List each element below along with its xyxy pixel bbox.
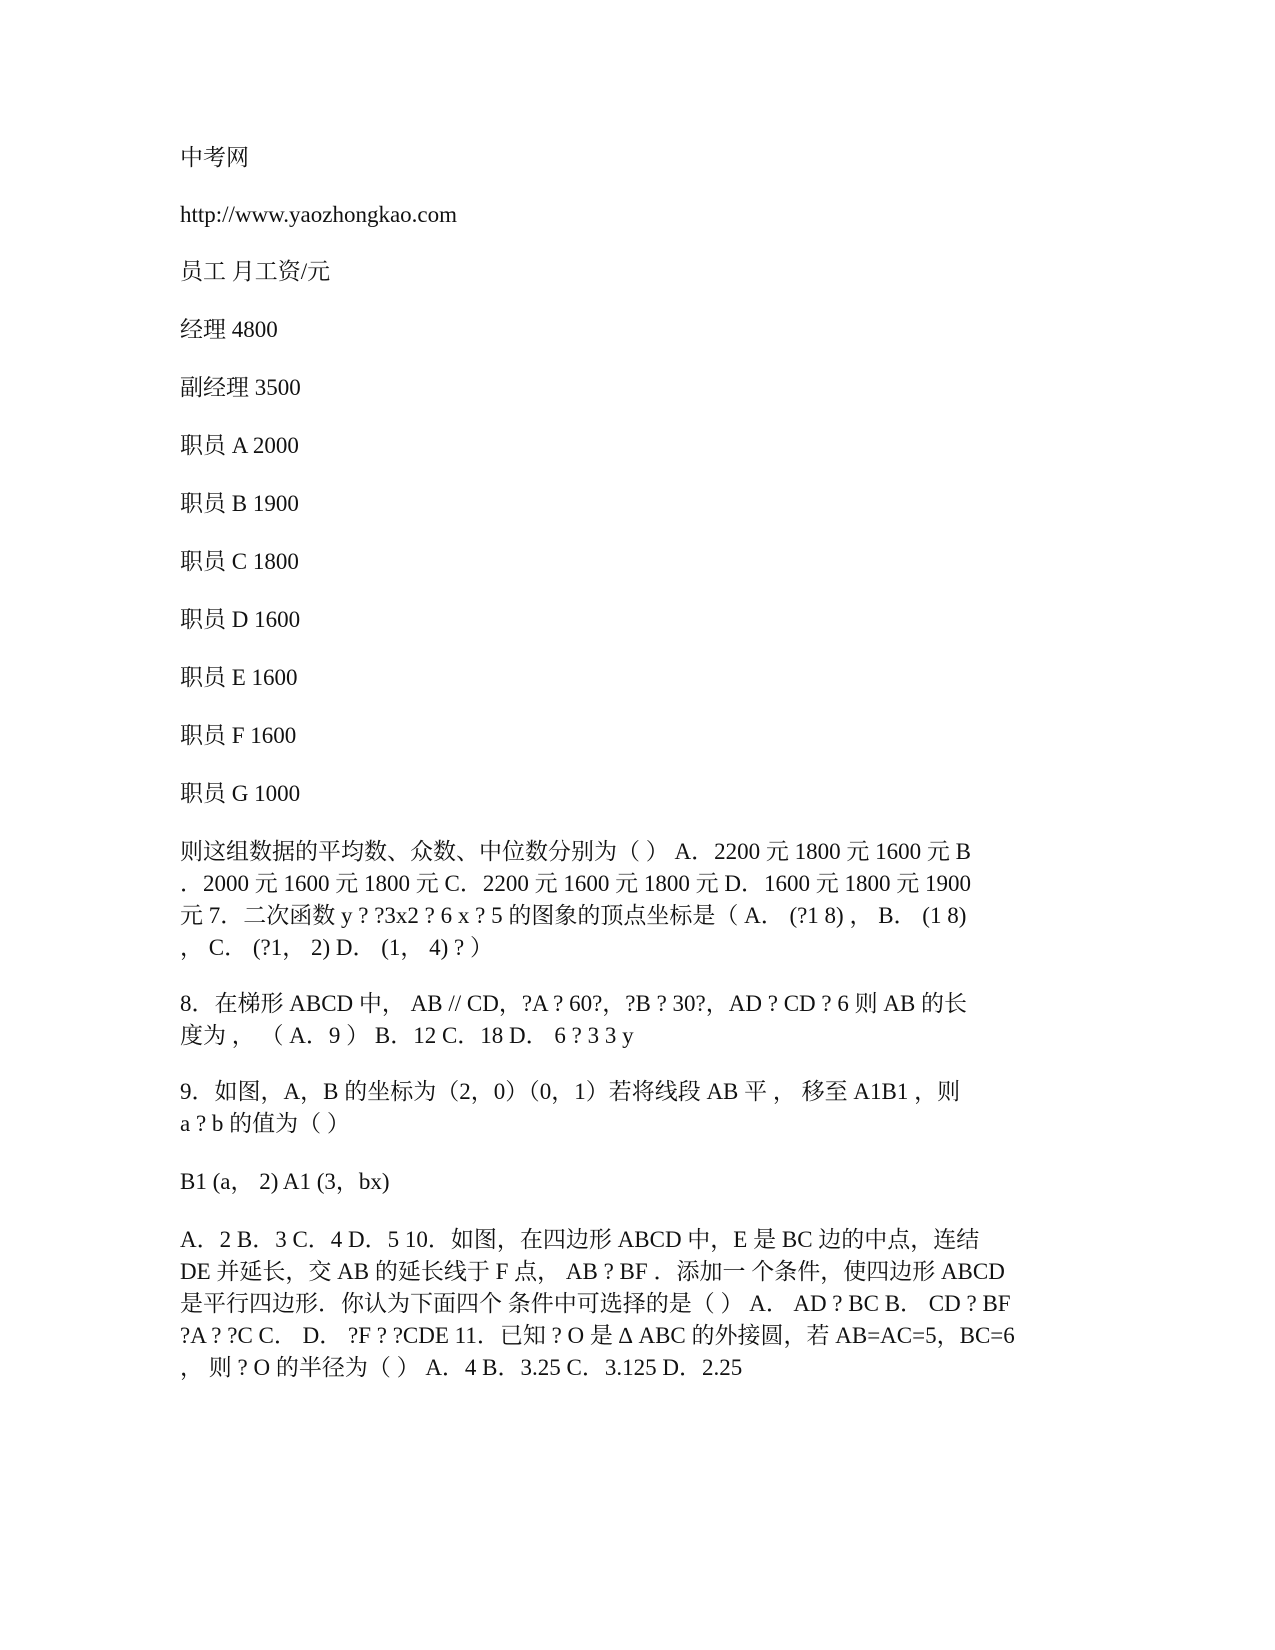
question-10-11-paragraph bbox=[180, 1224, 1100, 1384]
salary-row: 职员 G 1000 bbox=[180, 781, 301, 806]
paragraph-line: ?A ? ?C C． D． ?F ? ?CDE 11．已知 ? O 是 ∆ ABC 的外接圆，若 AB=AC=5，BC=6 bbox=[180, 1323, 1015, 1348]
question-9-paragraph bbox=[180, 1076, 1100, 1140]
salary-row: 职员 F 1600 bbox=[180, 723, 297, 748]
salary-row: 职员 B 1900 bbox=[180, 491, 299, 516]
salary-row: 职员 C 1800 bbox=[180, 549, 299, 574]
question-9-figure-label: B1 (a， 2) A1 (3，bx) bbox=[180, 1169, 390, 1194]
paragraph-line: 则这组数据的平均数、众数、中位数分别为（ ） A．2200 元 1800 元 1600 元 B bbox=[180, 839, 971, 864]
question-6-7-paragraph bbox=[180, 836, 1100, 964]
paragraph-line: a ? b 的值为（ ） bbox=[180, 1111, 350, 1136]
paragraph-line: 度为 ， （ A．9 ） B．12 C．18 D． 6 ? 3 3 y bbox=[180, 1023, 634, 1048]
site-name: 中考网 bbox=[180, 145, 249, 170]
site-url: http://www.yaozhongkao.com bbox=[180, 202, 458, 227]
salary-row: 职员 E 1600 bbox=[180, 665, 298, 690]
paragraph-line: 是平行四边形．你认为下面四个 条件中可选择的是（ ） A． AD ? BC B． CD ? BF bbox=[180, 1291, 1011, 1316]
salary-row: 职员 A 2000 bbox=[180, 433, 299, 458]
paragraph-line: DE 并延长，交 AB 的延长线于 F 点， AB ? BF ．添加一 个条件，使四边形 ABCD bbox=[180, 1259, 1005, 1284]
salary-row: 经理 4800 bbox=[180, 317, 278, 342]
salary-row: 副经理 3500 bbox=[180, 375, 301, 400]
salary-table-header: 员工 月工资/元 bbox=[180, 259, 331, 284]
paragraph-line: 8．在梯形 ABCD 中， AB // CD，?A ? 60?，?B ? 30?，AD ? CD ? 6 则 AB 的长 bbox=[180, 991, 968, 1016]
paragraph-line: A．2 B．3 C．4 D．5 10．如图，在四边形 ABCD 中，E 是 BC 边的中点，连结 bbox=[180, 1227, 980, 1252]
paragraph-line: ， C． (?1， 2) D． (1， 4) ? ） bbox=[180, 935, 494, 960]
salary-row: 职员 D 1600 bbox=[180, 607, 301, 632]
paragraph-line: 9．如图，A，B 的坐标为（2，0）（0，1）若将线段 AB 平 ， 移至 A1B1 ，则 bbox=[180, 1079, 961, 1104]
paragraph-line: 元 7．二次函数 y ? ?3x2 ? 6 x ? 5 的图象的顶点坐标是（ A． (?1 8) ， B． (1 8) bbox=[180, 903, 967, 928]
question-8-paragraph bbox=[180, 988, 1100, 1052]
paragraph-line: ， 则 ? O 的半径为（ ） A．4 B．3.25 C．3.125 D．2.25 bbox=[180, 1355, 743, 1380]
paragraph-line: ．2000 元 1600 元 1800 元 C．2200 元 1600 元 1800 元 D．1600 元 1800 元 1900 bbox=[180, 871, 971, 896]
